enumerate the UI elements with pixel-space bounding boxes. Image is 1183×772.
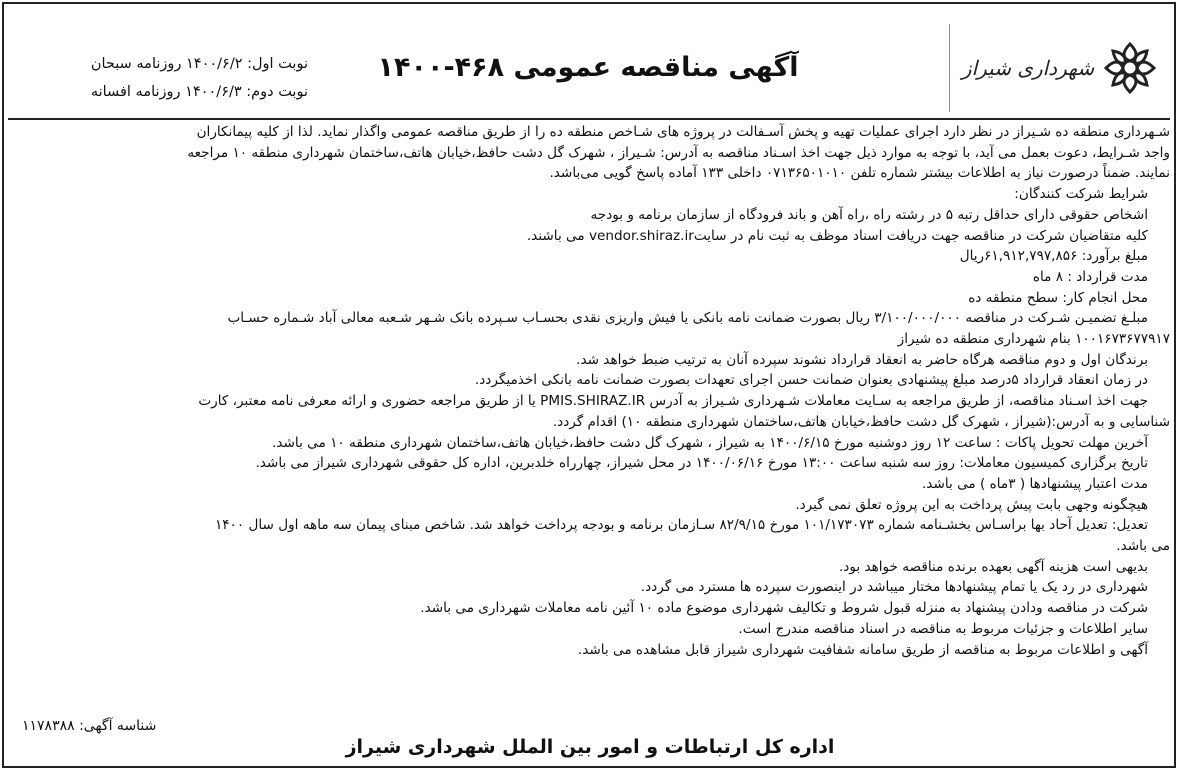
publication-first: نوبت اول: ۱۴۰۰/۶/۲ روزنامه سبحان <box>90 56 308 72</box>
body-line: شناسایی و به آدرس:(شیراز ، شهرک گل دشت حافظ،خیابان هاتف،ساختمان شهرداری منطقه ۱۰) اقدام گردد. <box>552 413 1170 430</box>
publication-info <box>48 50 308 106</box>
body-line: مبلغ برآورد: ۶۱,۹۱۲,۷۹۷,۸۵۶ریال <box>959 248 1148 265</box>
body-line: در زمان انعقاد قرارداد ۵درصد مبلغ پیشنهادی بعنوان ضمانت حسن اجرای تعهدات بصورت ضمانت نامه بانکی اخذمیگردد. <box>474 372 1148 389</box>
notice-body <box>10 122 1170 660</box>
body-line: برندگان اول و دوم مناقصه هرگاه حاضر به انعقاد قرارداد نشوند سپرده آنان به ترتیب ضبط خواهد شد. <box>576 351 1148 368</box>
body-line: مبلـغ تضمیـن شـرکت در مناقصه ۳/۱۰۰/۰۰۰/۰۰۰ ریال بصورت ضمانت نامه بانکی یا فیش واریزی نقدی بحسـاب سـپرده بانک شـهر شـعبه معالی آباد شـماره حسـاب <box>227 310 1148 327</box>
flower-emblem-icon <box>1102 40 1158 96</box>
body-line: تعدیل: تعدیل آحاد بها براسـاس بخشـنامه شماره ۱۰۱/۱۷۳۰۷۳ مورخ ۸۲/۹/۱۵ سـازمان برنامه و بودجه پرداخت خواهد شد. شاخص مبنای پیمان سه ماهه اول سال ۱۴۰۰ <box>214 517 1148 534</box>
logo-text: شهرداری شیراز <box>961 56 1095 80</box>
shiraz-municipality-logo <box>949 24 1170 112</box>
body-line: آخرین مهلت تحویل پاکات : ساعت ۱۲ روز دوشنبه مورخ ۱۴۰۰/۶/۱۵ به شیراز ، شهرک گل دشت حافظ،خیابان هاتف،ساختمان شهرداری منطقه ۱۰ می باشد. <box>272 434 1148 451</box>
body-line: سایر اطلاعات و جزئیات مربوط به مناقصه در اسناد مناقصه مندرج است. <box>738 620 1148 637</box>
body-line: تاریخ برگزاری کمیسیون معاملات: روز سه شنبه ساعت ۱۳:۰۰ مورخ ۱۴۰۰/۰۶/۱۶ در محل شیراز، چهارراه خلدبرین، اداره کل حقوقی شهرداری شیراز می باشد. <box>255 455 1148 472</box>
body-line: محل انجام کار: سطح منطقه ده <box>968 289 1148 306</box>
body-line: شرایط شرکت کنندگان: <box>1014 186 1148 203</box>
notice-header <box>8 14 1170 120</box>
body-line: نمایند. ضمناً درصورت نیاز به اطلاعات بیشتر شماره تلفن ۰۷۱۳۶۵۰۱۰۱۰ داخلی ۱۳۳ آماده پاسخ گویی می‌باشد. <box>549 165 1170 182</box>
body-line: شـهرداری منطقه ده شـیراز در نظر دارد اجرای عملیات تهیه و پخش آسـفالت در پروژه های شـاخص منطقه ده را از طریق مناقصه عمومی واگذار نماید. لذا از کلیه پیمانکاران <box>196 124 1170 140</box>
body-line: هیچگونه وجهی بابت پیش پرداخت به این پروژه تعلق نمی گیرد. <box>795 496 1148 513</box>
body-line: مدت قرارداد : ۸ ماه <box>1032 268 1148 285</box>
body-line: آگهی و اطلاعات مربوط به مناقصه از طریق سامانه شفافیت شهرداری شیراز قابل مشاهده می باشد. <box>577 641 1148 658</box>
body-line: مدت اعتبار پیشنهادها ( ۳ماه ) می باشد. <box>921 475 1148 492</box>
ad-identifier: شناسه آگهی: ۱۱۷۸۳۸۸ <box>22 718 157 734</box>
body-line: می باشد. <box>1116 538 1170 555</box>
publication-second: نوبت دوم: ۱۴۰۰/۶/۳ روزنامه افسانه <box>90 84 308 100</box>
body-line: بدیهی است هزینه آگهی بعهده برنده مناقصه خواهد بود. <box>838 558 1148 575</box>
body-line: واجد شـرایط، دعوت بعمل می آید، با توجه به موارد ذیل جهت اخذ اسـناد مناقصه به آدرس: شـیراز ، شهرک گل دشت حافظ،خیابان هاتف،ساختمان شهرداری منطقه ۱۰ مراجعه <box>187 144 1170 161</box>
body-line: شرکت در مناقصه ودادن پیشنهاد به منزله قبول شروط و تکالیف شهرداری موضوع ماده ۱۰ آئین نامه معاملات شهرداری می باشد. <box>420 600 1148 617</box>
body-line: شهرداری در رد یک یا تمام پیشنهادها مختار میباشد در اینصورت سپرده ها مسترد می گردد. <box>640 579 1148 596</box>
body-line: ۱۰۰۱۶۷۳۶۷۷۹۱۷ بنام شهرداری منطقه ده شیراز <box>897 331 1170 348</box>
body-line: کلیه متقاضیان شرکت در مناقصه جهت دریافت اسناد موظف به ثبت نام در سایتvendor.shiraz.ir می باشند. <box>526 227 1148 244</box>
notice-title: آگهی مناقصه عمومی ۴۶۸-۱۴۰۰ <box>377 52 799 83</box>
issuing-organization: اداره کل ارتباطات و امور بین الملل شهرداری شیراز <box>345 736 835 758</box>
body-line: جهت اخذ اسـناد مناقصه، از طریق مراجعه به سـایت معاملات شـهرداری شـیراز به آدرس PMIS.SHIRAZ.IR یا از طریق مراجعه حضوری و ارائه معرفی نامه معتبر، کارت <box>198 393 1148 410</box>
body-line: اشخاص حقوقی دارای حداقل رتبه ۵ در رشته راه ،راه آهن و باند فرودگاه از سازمان برنامه و بودجه <box>590 206 1148 223</box>
